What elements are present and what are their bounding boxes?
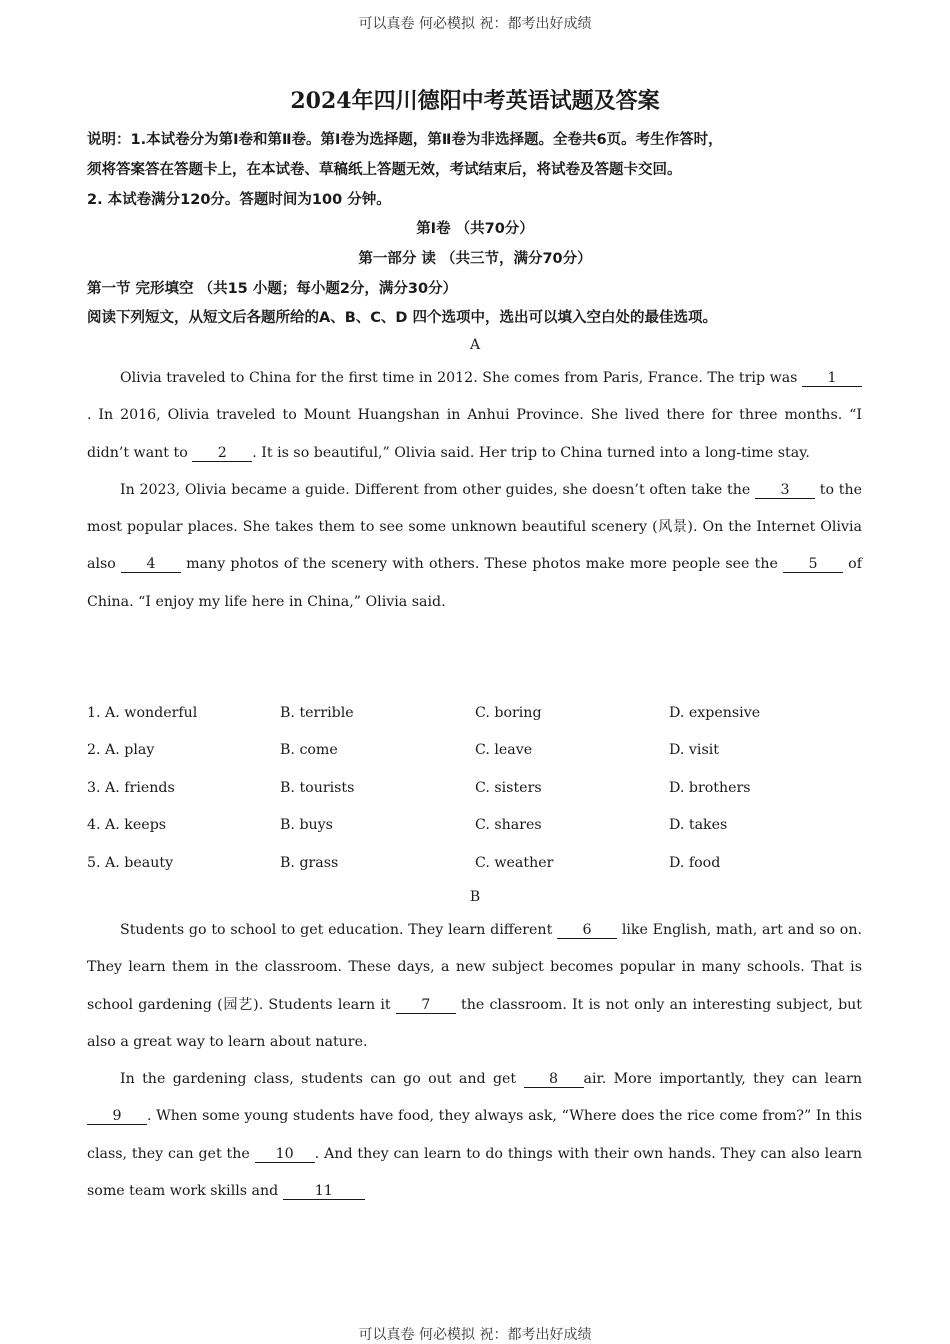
instruction-line-2: 须将答案答在答题卡上，在本试卷、草稿纸上答题无效，考试结束后，将试卷及答题卡交回。 [87, 162, 682, 178]
blank-10: 10 [255, 1146, 315, 1163]
option-2-c: C. leave [475, 742, 533, 759]
passage-a-paragraph-1: Olivia traveled to China for the first time in 2012. She comes from Paris, France. The trip was 1. In 2016, Olivia traveled to Mount Huangshan in Anhui Province. She lived there for three months. “I didn’t want to 2 . It is so beautiful,” Olivia said. Her trip to China turned into a long-time stay. [87, 370, 862, 461]
option-row-1 [87, 705, 887, 742]
section-instruction: 阅读下列短文，从短文后各题所给的A、B、C、D 四个选项中，选出可以填入空白处的最佳选项。 [87, 310, 717, 326]
option-4-d: D. takes [669, 817, 728, 834]
header-note: 可以真卷 何必模拟 祝：都考出好成绩 [358, 16, 592, 32]
blank-9: 9 [87, 1108, 147, 1125]
option-1-d: D. expensive [669, 705, 761, 721]
option-3-a: 3. A. friends [87, 779, 175, 796]
page-title: 2024年四川德阳中考英语试题及答案 [290, 88, 660, 114]
instruction-line-1: 说明：1.本试卷分为第Ⅰ卷和第Ⅱ卷。第Ⅰ卷为选择题，第Ⅱ卷为非选择题。全卷共6页。考生作答时， [87, 132, 723, 148]
option-4-b: B. buys [280, 817, 333, 834]
option-1-b: B. terrible [280, 705, 354, 721]
passage-b-label: B [469, 889, 481, 905]
option-2-b: B. come [280, 742, 338, 759]
option-5-c: C. weather [475, 854, 554, 871]
passage-a-label: A [469, 337, 481, 353]
blank-7: 7 [396, 997, 456, 1014]
blank-1: 1 [802, 370, 862, 387]
blank-11: 11 [283, 1183, 365, 1200]
option-3-c: C. sisters [475, 779, 542, 796]
part-title: 第一部分 读 （共三节，满分70分） [358, 251, 592, 267]
option-row-2 [87, 742, 887, 779]
blank-2: 2 [192, 445, 252, 462]
option-2-d: D. visit [669, 742, 719, 759]
blank-5: 5 [783, 556, 843, 573]
option-row-3 [87, 780, 887, 817]
instruction-line-3: 2. 本试卷满分120分。答题时间为100 分钟。 [87, 192, 391, 208]
option-row-5 [87, 855, 887, 892]
blank-6: 6 [557, 922, 617, 939]
section-title: 第一节 完形填空 （共15 小题；每小题2分，满分30分） [87, 281, 458, 297]
passage-a-paragraph-2: In 2023, Olivia became a guide. Different from other guides, she doesn’t often take the 3 to the most popular places. She takes them to see some unknown beautiful scenery (风景). On the Internet Olivia also 4 many photos of the scenery with others. These photos make more people see the 5 of China. “I enjoy my life here in China,” Olivia said. [87, 481, 862, 610]
footer-note: 可以真卷 何必模拟 祝：都考出好成绩 [358, 1327, 592, 1343]
option-1-c: C. boring [475, 705, 542, 721]
passage-b-paragraph-2: In the gardening class, students can go out and get 8 air. More importantly, they can learn 9 . When some young students have food, they always ask, “Where does the rice come from?” In this class, they can get the 10 . And they can learn to do things with their own hands. They can also learn some team work skills and 11 [87, 1071, 862, 1200]
option-1-a: 1. A. wonderful [87, 705, 198, 721]
blank-4: 4 [121, 556, 181, 573]
passage-a-text [87, 360, 862, 621]
option-3-d: D. brothers [669, 779, 751, 796]
option-4-c: C. shares [475, 817, 542, 834]
option-5-d: D. food [669, 854, 721, 871]
passage-b-paragraph-1: Students go to school to get education. They learn different 6 like English, math, art and so on. They learn them in the classroom. These days, a new subject becomes popular in many schools. That is school gardening (园艺). Students learn it 7 the classroom. It is not only an interesting subject, but also a great way to learn about nature. [87, 922, 862, 1050]
blank-3: 3 [755, 482, 815, 499]
option-5-b: B. grass [280, 854, 339, 871]
option-4-a: 4. A. keeps [87, 817, 167, 834]
option-5-a: 5. A. beauty [87, 854, 174, 871]
option-3-b: B. tourists [280, 779, 355, 796]
passage-a-options [87, 705, 887, 892]
passage-b-text [87, 912, 862, 1210]
volume-title: 第Ⅰ卷 （共70分） [416, 221, 534, 237]
option-row-4 [87, 817, 887, 854]
option-2-a: 2. A. play [87, 742, 155, 759]
blank-8: 8 [524, 1071, 584, 1088]
